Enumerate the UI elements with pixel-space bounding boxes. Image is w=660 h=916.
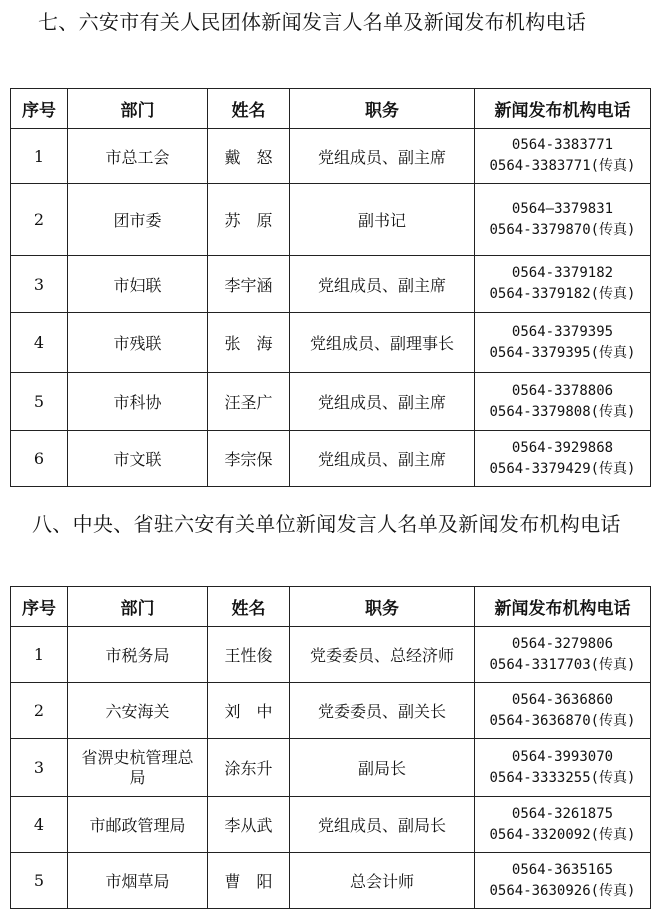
phone-number: 0564-3379182 [511,265,614,281]
phone-number: 0564-3379395 [511,323,614,340]
cell-seq: 1 [11,627,68,683]
fax-number: 0564-3379808(传真) [489,403,636,420]
cell-name: 张 海 [208,313,290,373]
table-row [11,683,651,739]
cell-dept: 市总工会 [68,129,208,184]
cell-position: 党组成员、副主席 [290,431,475,487]
spokesperson-table-organizations [10,88,651,487]
fax-number: 0564-3317703(传真) [489,656,636,673]
table-row [11,853,651,909]
cell-position: 党组成员、副主席 [290,373,475,431]
cell-name: 苏 原 [208,184,290,256]
table-row [11,313,651,373]
table-row [11,129,651,184]
cell-dept: 市税务局 [68,627,208,683]
fax-number: 0564-3630926(传真) [489,882,636,899]
cell-name: 戴 怒 [208,129,290,184]
cell-phone [475,739,651,797]
cell-phone [475,797,651,853]
phone-number: 0564-3279806 [511,635,614,652]
header-dept: 部门 [68,89,208,129]
header-phone: 新闻发布机构电话 [475,587,651,627]
cell-dept: 六安海关 [68,683,208,739]
table-row [11,184,651,256]
cell-seq: 3 [11,739,68,797]
cell-name: 李宗保 [208,431,290,487]
cell-seq: 2 [11,683,68,739]
cell-name: 涂东升 [208,739,290,797]
fax-number: 0564-3379870(传真) [489,221,636,238]
header-position: 职务 [290,89,475,129]
cell-phone [475,627,651,683]
table-header-row [11,89,651,129]
fax-number: 0564-3333255(传真) [489,769,636,786]
cell-seq: 4 [11,313,68,373]
table-row [11,431,651,487]
cell-dept: 市烟草局 [68,853,208,909]
cell-name: 李从武 [208,797,290,853]
cell-phone [475,256,651,313]
cell-position: 党组成员、副主席 [290,129,475,184]
phone-number: 0564-3261875 [511,805,614,822]
cell-dept: 市科协 [68,373,208,431]
fax-number: 0564-3320092(传真) [489,826,636,843]
fax-number: 0564-3379395(传真) [489,344,636,361]
cell-dept: 市文联 [68,431,208,487]
table-header-row [11,587,651,627]
phone-number: 0564-3383771 [511,137,614,153]
cell-phone [475,184,651,256]
cell-position: 党委委员、总经济师 [290,627,475,683]
cell-phone [475,683,651,739]
phone-number: 0564-3635165 [511,861,614,878]
cell-seq: 5 [11,853,68,909]
cell-position: 副书记 [290,184,475,256]
header-phone: 新闻发布机构电话 [475,89,651,129]
section-title-7: 七、六安市有关人民团体新闻发言人名单及新闻发布机构电话 [38,10,587,34]
cell-name: 李宇涵 [208,256,290,313]
phone-number: 0564—3379831 [511,200,614,217]
cell-name: 曹 阳 [208,853,290,909]
fax-number: 0564-3379182(传真) [489,286,636,302]
cell-position: 党委委员、副关长 [290,683,475,739]
cell-dept: 市邮政管理局 [68,797,208,853]
cell-name: 汪圣广 [208,373,290,431]
section-title-8: 八、中央、省驻六安有关单位新闻发言人名单及新闻发布机构电话 [32,512,621,536]
cell-position: 总会计师 [290,853,475,909]
cell-seq: 3 [11,256,68,313]
header-seq: 序号 [11,89,68,129]
fax-number: 0564-3379429(传真) [489,460,636,477]
header-name: 姓名 [208,89,290,129]
cell-dept: 市妇联 [68,256,208,313]
table-row [11,797,651,853]
cell-position: 副局长 [290,739,475,797]
table-row [11,627,651,683]
phone-number: 0564-3929868 [511,439,614,456]
cell-phone [475,129,651,184]
cell-position: 党组成员、副理事长 [290,313,475,373]
cell-seq: 5 [11,373,68,431]
cell-seq: 2 [11,184,68,256]
cell-seq: 1 [11,129,68,184]
cell-seq: 6 [11,431,68,487]
table-row [11,256,651,313]
spokesperson-table-central-provincial [10,586,651,909]
cell-seq: 4 [11,797,68,853]
cell-name: 王性俊 [208,627,290,683]
cell-dept: 团市委 [68,184,208,256]
fax-number: 0564-3636870(传真) [489,712,636,729]
cell-phone [475,431,651,487]
phone-number: 0564-3378806 [511,382,614,399]
phone-number: 0564-3993070 [511,748,614,765]
header-dept: 部门 [68,587,208,627]
table-row [11,373,651,431]
cell-dept: 市残联 [68,313,208,373]
header-name: 姓名 [208,587,290,627]
table-row [11,739,651,797]
header-position: 职务 [290,587,475,627]
cell-position: 党组成员、副局长 [290,797,475,853]
phone-number: 0564-3636860 [511,691,614,708]
cell-name: 刘 中 [208,683,290,739]
fax-number: 0564-3383771(传真) [489,158,636,174]
cell-position: 党组成员、副主席 [290,256,475,313]
cell-phone [475,313,651,373]
cell-dept: 省淠史杭管理总局 [68,739,208,797]
header-seq: 序号 [11,587,68,627]
cell-phone [475,373,651,431]
cell-phone [475,853,651,909]
